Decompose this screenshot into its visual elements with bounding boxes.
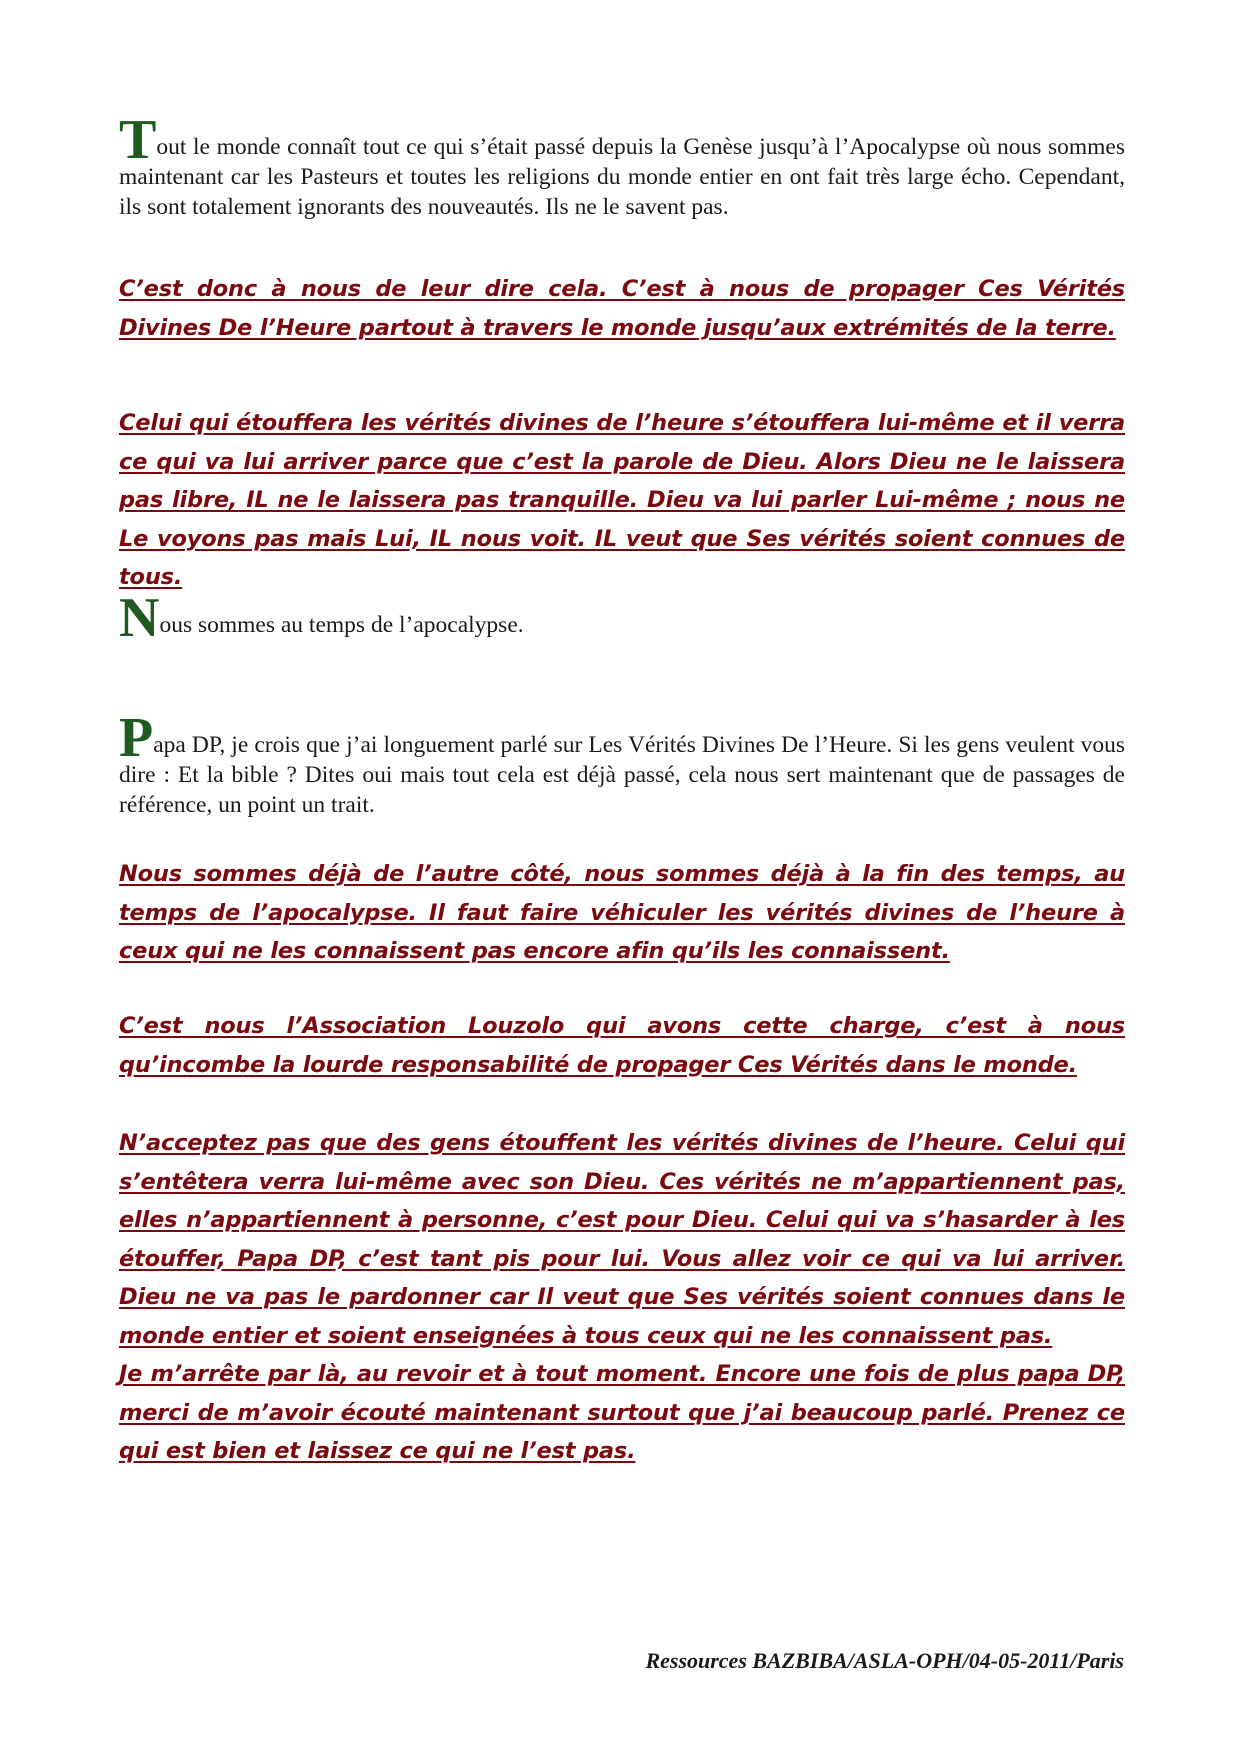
footer-source: Ressources BAZBIBA/ASLA-OPH/04-05-2011/Paris: [645, 1648, 1124, 1673]
paragraph-text: out le monde connaît tout ce qui s’était passé depuis la Genèse jusqu’à l’Apocalypse où nous sommes maintenant car les Pasteurs et toutes les religions du monde entier en ont fait très large écho. Cependant, ils sont totalement ignorants des nouveautés. Ils ne le savent pas.: [119, 134, 1125, 220]
emphasis-paragraph-3: [119, 855, 1125, 971]
emphasis-paragraph-1: [119, 270, 1125, 347]
dropcap-letter: P: [119, 707, 154, 769]
emphasis-text: Nous sommes déjà de l’autre côté, nous sommes déjà à la fin des temps, au temps de l’apocalypse. Il faut faire véhiculer les vérités divines de l’heure à ceux qui ne les connaissent pas encore afin qu’ils les connaissent.: [119, 861, 1125, 964]
dropcap-letter: T: [119, 109, 157, 171]
intro-paragraph: [119, 109, 1125, 222]
emphasis-text: Je m’arrête par là, au revoir et à tout moment. Encore une fois de plus papa DP, merci de m’avoir écouté maintenant surtout que j’ai beaucoup parlé. Prenez ce qui est bien et laissez ce qui ne l’est pas.: [119, 1361, 1125, 1464]
emphasis-text: N’acceptez pas que des gens étouffent les vérités divines de l’heure. Celui qui s’entêtera verra lui-même avec son Dieu. Ces vérités ne m’appartiennent pas, elles n’appartiennent à personne, c’est pour Dieu. Celui qui va s’hasarder à les étouffer, Papa DP, c’est tant pis pour lui. Vous allez voir ce qui va lui arriver. Dieu ne va pas le pardonner car Il veut que Ses vérités soient connues dans le monde entier et soient enseignées à tous ceux qui ne les connaissent pas.: [119, 1130, 1125, 1349]
emphasis-text: Celui qui étouffera les vérités divines de l’heure s’étouffera lui-même et il verra ce qui va lui arriver parce que c’est la parole de Dieu. Alors Dieu ne le laissera pas libre, IL ne le laissera pas tranquille. Dieu va lui parler Lui-même ; nous ne Le voyons pas mais Lui, IL nous voit. IL veut que Ses vérités soient connues de tous.: [119, 410, 1125, 590]
emphasis-paragraph-5: [119, 1124, 1125, 1471]
emphasis-paragraph-4: [119, 1007, 1125, 1084]
emphasis-text: C’est donc à nous de leur dire cela. C’est à nous de propager Ces Vérités Divines De l’Heure partout à travers le monde jusqu’aux extrémités de la terre.: [119, 276, 1125, 341]
papa-dp-paragraph: [119, 707, 1125, 820]
paragraph-text: ous sommes au temps de l’apocalypse.: [159, 612, 524, 638]
paragraph-text: apa DP, je crois que j’ai longuement parlé sur Les Vérités Divines De l’Heure. Si les gens veulent vous dire : Et la bible ? Dites oui mais tout cela est déjà passé, cela nous sert maintenant que de passages de référence, un point un trait.: [119, 732, 1125, 818]
emphasis-text: C’est nous l’Association Louzolo qui avons cette charge, c’est à nous qu’incombe la lourde responsabilité de propager Ces Vérités dans le monde.: [119, 1013, 1125, 1078]
emphasis-paragraph-2: [119, 404, 1125, 597]
apocalypse-paragraph: [119, 587, 1125, 649]
dropcap-letter: N: [119, 587, 160, 649]
